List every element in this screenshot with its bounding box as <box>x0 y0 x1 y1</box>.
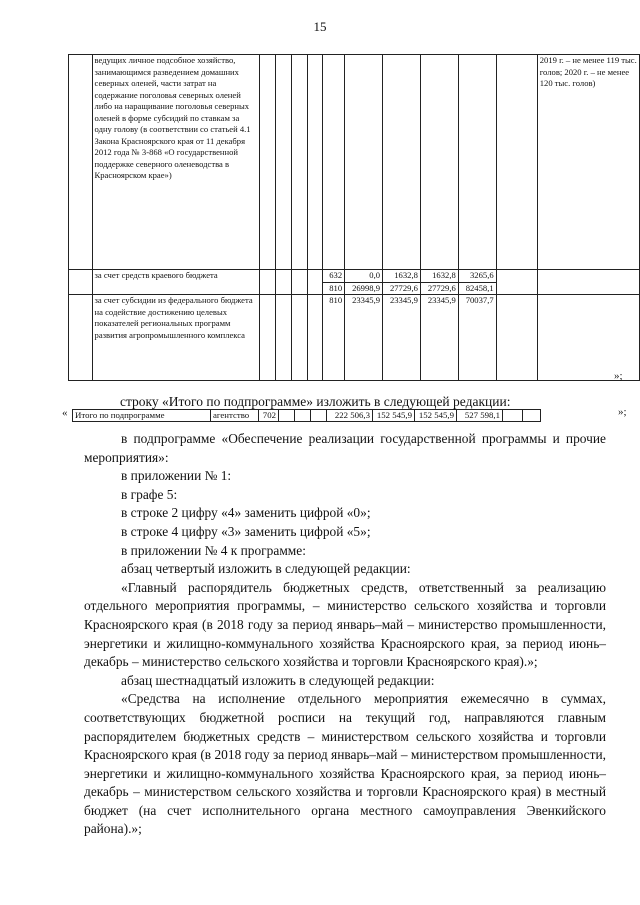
itogo-agency: агентство <box>211 410 259 422</box>
paragraph: в графе 5: <box>121 486 178 502</box>
paragraph: «Средства на исполнение отдельного мероприятия ежемесячно в суммах, соответствующих бюджетной росписи на текущий год, направляются главным распорядителем бюджетных средств – министерством сельского хозяйства и торговли Красноярского края (в 2018 году за период январь–май – министерством промышленности, энергетики и жилищно-коммунального хозяйства Красноярского края, за период июнь–декабрь – министерством сельского хозяйства и торговли Красноярского края) в местный бюджет (на счет исполнительного органа местного самоуправления Эвенкийского района).»; <box>84 691 606 837</box>
itogo-label: Итого по подпрограмме <box>73 410 211 422</box>
table-row <box>69 270 640 283</box>
value-2019: 27729,6 <box>383 282 421 295</box>
value-2020: 1632,8 <box>420 270 458 283</box>
itogo-open-quote: « <box>62 407 68 419</box>
itogo-value-2019: 152 545,9 <box>373 410 415 422</box>
funding-source-label: за счет субсидии из федерального бюджета на содействие достижению целевых показателей региональных программ развития агропромышленного комплекса <box>92 295 260 381</box>
paragraph: абзац шестнадцатый изложить в следующей редакции: <box>121 672 435 688</box>
table-row <box>73 410 541 422</box>
value-2018: 23345,9 <box>345 295 383 381</box>
paragraph: «Главный распорядитель бюджетных средств, ответственный за реализацию отдельного мероприятия программы, – министерство сельского хозяйства и торговли Красноярского края (в 2018 году за период январь–май – министерство промышленности, энергетики и жилищно-коммунального хозяйства Красноярского края, за период июнь–декабрь – министерство сельского хозяйства и торговли Красноярского края).»; <box>84 579 606 670</box>
value-2020: 23345,9 <box>420 295 458 381</box>
value-2019: 1632,8 <box>383 270 421 283</box>
value-2018: 0,0 <box>345 270 383 283</box>
intro-line: строку «Итого по подпрограмме» изложить в следующей редакции: <box>120 394 511 409</box>
itogo-closing-mark: »; <box>618 406 627 418</box>
paragraph: абзац четвертый изложить в следующей редакции: <box>121 561 411 577</box>
paragraph: в приложении № 1: <box>121 468 232 484</box>
paragraph: в подпрограмме «Обеспечение реализации государственной программы и прочие мероприятия»: <box>84 431 606 465</box>
paragraph: в приложении № 4 к программе: <box>121 542 306 558</box>
value-2019: 23345,9 <box>383 295 421 381</box>
table-row <box>69 295 640 381</box>
subprogram-table <box>68 54 640 381</box>
table-closing-mark: »; <box>614 370 623 382</box>
grbs-code: 810 <box>323 295 345 381</box>
value-total: 3265,6 <box>458 270 496 283</box>
table-row-description <box>69 55 640 270</box>
grbs-code: 810 <box>323 282 345 295</box>
expected-result: 2019 г. – не менее 119 тыс. голов; 2020 г. – не менее 120 тыс. голов) <box>537 55 639 270</box>
value-2018: 26998,9 <box>345 282 383 295</box>
measure-description: ведущих личное подсобное хозяйство, занимающимся разведением домашних северных оленей, части затрат на содержание поголовья северных оленей либо на наращивание поголовья северных оленей в форме субсидий по ставкам за одну голову (в соответствии со статьей 4.1 Закона Красноярского края от 11 декабря 2012 года № 3-868 «О государственной поддержке северного оленеводства в Красноярском крае») <box>92 55 260 270</box>
amendment-text <box>84 430 606 839</box>
value-2020: 27729,6 <box>420 282 458 295</box>
paragraph: в строке 2 цифру «4» заменить цифрой «0»; <box>121 505 371 521</box>
paragraph: в строке 4 цифру «3» заменить цифрой «5»; <box>121 523 371 539</box>
value-total: 70037,7 <box>458 295 496 381</box>
page-number: 15 <box>313 19 327 34</box>
itogo-value-total: 527 598,1 <box>457 410 503 422</box>
itogo-value-2018: 222 506,3 <box>327 410 373 422</box>
itogo-code: 702 <box>259 410 279 422</box>
value-total: 82458,1 <box>458 282 496 295</box>
itogo-value-2020: 152 545,9 <box>415 410 457 422</box>
funding-source-label: за счет средств краевого бюджета <box>92 270 260 295</box>
grbs-code: 632 <box>323 270 345 283</box>
itogo-table <box>72 409 541 422</box>
